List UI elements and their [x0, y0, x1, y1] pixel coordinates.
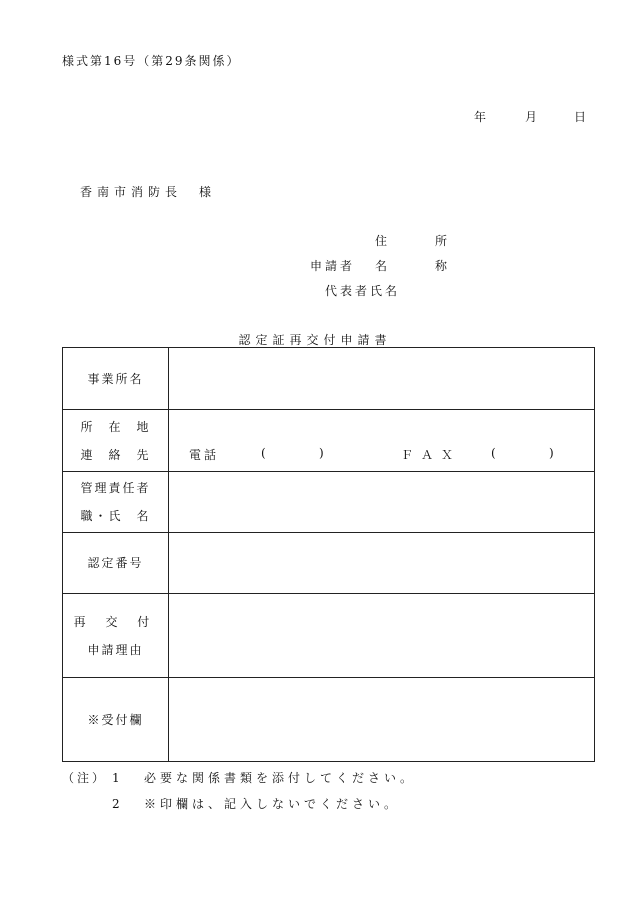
tel-paren-close: ) — [319, 446, 324, 460]
label-reissue-reason: 申請理由 — [87, 642, 144, 657]
field-office[interactable] — [169, 348, 595, 410]
label-manager: 管理責任者 — [80, 481, 151, 495]
applicant-name-label: 名 称 — [375, 259, 448, 273]
applicant-rep-label: 代表者氏名 — [325, 284, 401, 298]
tel-label: 電話 — [189, 448, 220, 462]
row-office — [63, 348, 595, 410]
row-location — [63, 410, 595, 472]
note-prefix: （注） — [62, 771, 108, 785]
form-number: 様式第16号（第29条関係） — [62, 54, 241, 68]
label-manager-name: 職・氏 名 — [80, 509, 151, 523]
field-manager[interactable] — [169, 472, 595, 533]
field-reception — [169, 678, 595, 762]
fax-paren-open: ( — [491, 446, 496, 460]
label-reissue: 再 交 付 — [73, 614, 158, 629]
row-reception — [63, 678, 595, 762]
label-cert-no: 認定番号 — [87, 556, 144, 570]
label-office: 事業所名 — [87, 371, 144, 386]
addressee: 香南市消防長 様 — [80, 185, 217, 199]
note-1-number: 1 — [112, 771, 120, 785]
application-table — [62, 347, 595, 762]
document-title: 認定証再交付申請書 — [238, 333, 392, 347]
fax-paren-close: ) — [549, 446, 554, 460]
note-1 — [62, 769, 416, 786]
date-month: 月 — [525, 110, 538, 124]
row-cert-no — [63, 533, 595, 594]
note-2-text: ※印欄は、記入しないでください。 — [144, 797, 401, 811]
applicant-address-label: 住 所 — [375, 234, 448, 248]
applicant-label: 申請者 — [310, 259, 356, 273]
contact-line — [189, 446, 559, 463]
note-2 — [62, 795, 400, 812]
field-location[interactable] — [169, 410, 595, 472]
tel-paren-open: ( — [261, 446, 266, 460]
row-manager — [63, 472, 595, 533]
label-location: 所 在 地 — [80, 419, 151, 434]
field-cert-no[interactable] — [169, 533, 595, 594]
label-contact: 連 絡 先 — [80, 447, 151, 462]
note-2-number: 2 — [112, 797, 120, 811]
fax-label: ＦＡＸ — [401, 448, 462, 462]
date-year: 年 — [474, 110, 487, 124]
date-day: 日 — [574, 110, 587, 124]
row-reissue-reason — [63, 594, 595, 678]
label-reception: ※受付欄 — [87, 712, 144, 727]
field-reissue-reason[interactable] — [169, 594, 595, 678]
note-1-text: 必要な関係書類を添付してください。 — [144, 771, 417, 785]
